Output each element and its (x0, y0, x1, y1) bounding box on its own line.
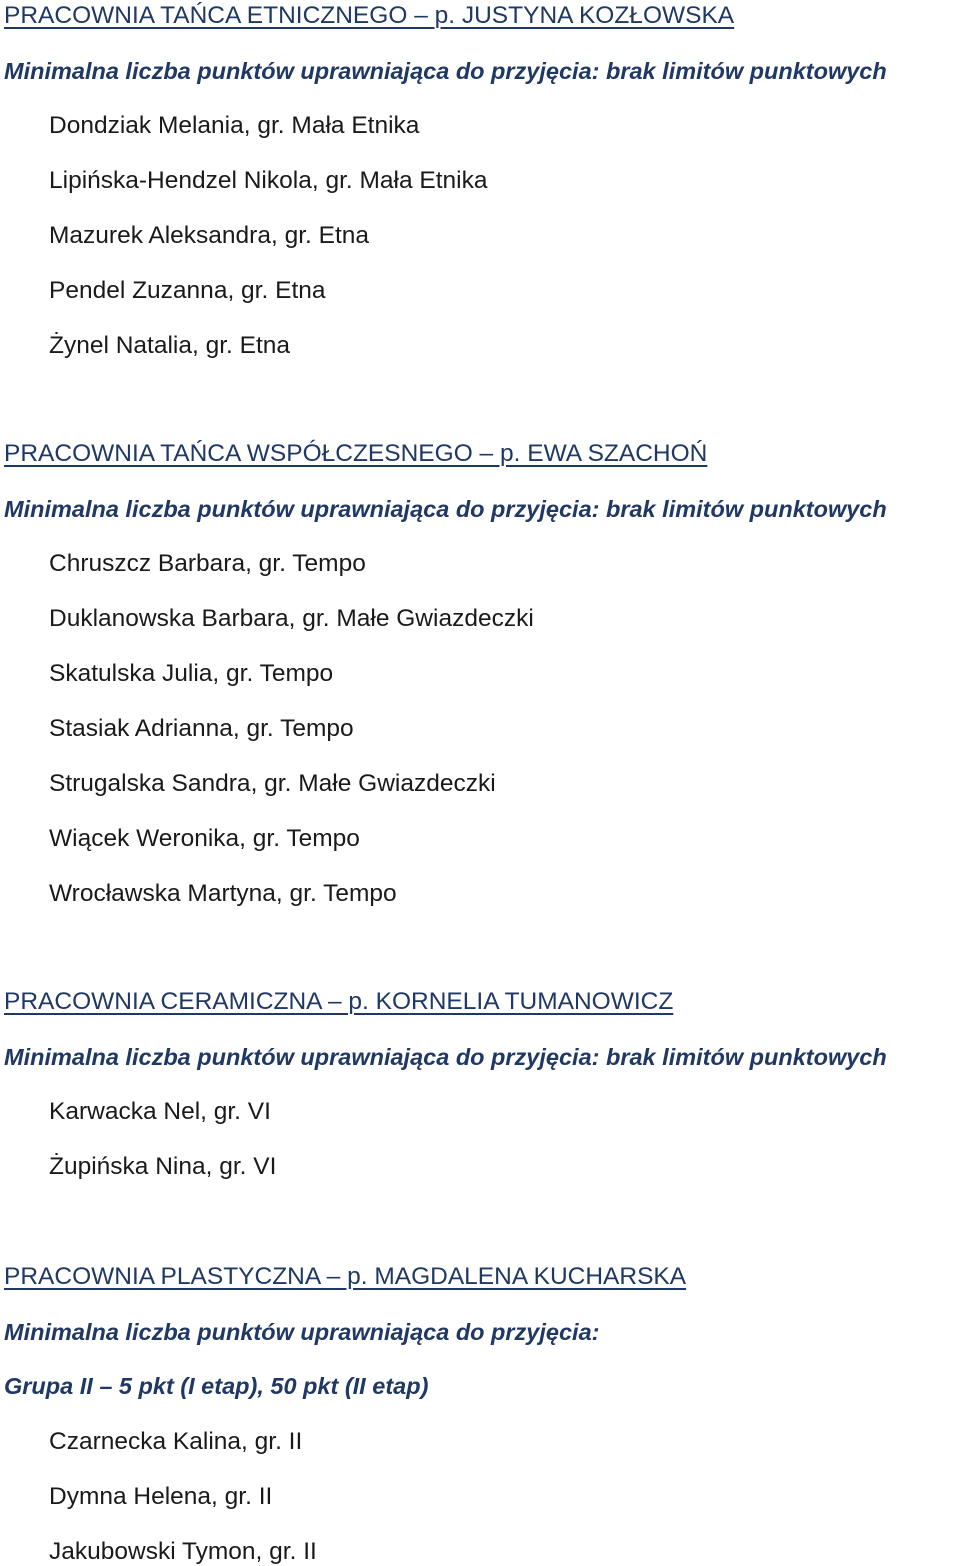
section-criteria: Minimalna liczba punktów uprawniająca do przyjęcia: brak limitów punktowych (4, 58, 887, 84)
section-criteria: Minimalna liczba punktów uprawniająca do przyjęcia: brak limitów punktowych (4, 496, 887, 522)
list-item: Dondziak Melania, gr. Mała Etnika (49, 112, 420, 139)
section-heading-plastyczna: PRACOWNIA PLASTYCZNA – p. MAGDALENA KUCHARSKA (4, 1263, 687, 1290)
list-item: Wiącek Weronika, gr. Tempo (49, 825, 360, 852)
section-criteria: Minimalna liczba punktów uprawniająca do przyjęcia: (4, 1319, 600, 1345)
list-item: Wrocławska Martyna, gr. Tempo (49, 880, 397, 907)
list-item: Skatulska Julia, gr. Tempo (49, 660, 334, 687)
list-item: Lipińska-Hendzel Nikola, gr. Mała Etnika (49, 167, 488, 194)
list-item: Karwacka Nel, gr. VI (49, 1098, 271, 1125)
section-heading-etniczny: PRACOWNIA TAŃCA ETNICZNEGO – p. JUSTYNA KOZŁOWSKA (4, 2, 735, 29)
section-criteria-detail: Grupa II – 5 pkt (I etap), 50 pkt (II etap) (4, 1373, 429, 1399)
section-criteria: Minimalna liczba punktów uprawniająca do przyjęcia: brak limitów punktowych (4, 1044, 887, 1070)
list-item: Chruszcz Barbara, gr. Tempo (49, 550, 366, 577)
list-item: Strugalska Sandra, gr. Małe Gwiazdeczki (49, 770, 496, 797)
list-item: Pendel Zuzanna, gr. Etna (49, 277, 326, 304)
list-item: Dymna Helena, gr. II (49, 1483, 273, 1510)
list-item: Duklanowska Barbara, gr. Małe Gwiazdeczki (49, 605, 534, 632)
list-item: Żynel Natalia, gr. Etna (49, 332, 291, 359)
list-item: Mazurek Aleksandra, gr. Etna (49, 222, 370, 249)
list-item: Stasiak Adrianna, gr. Tempo (49, 715, 354, 742)
list-item: Żupińska Nina, gr. VI (49, 1153, 277, 1180)
list-item: Jakubowski Tymon, gr. II (49, 1538, 317, 1565)
section-heading-ceramiczna: PRACOWNIA CERAMICZNA – p. KORNELIA TUMANOWICZ (4, 988, 674, 1015)
list-item: Czarnecka Kalina, gr. II (49, 1428, 303, 1455)
section-heading-wspolczesny: PRACOWNIA TAŃCA WSPÓŁCZESNEGO – p. EWA SZACHOŃ (4, 440, 708, 467)
